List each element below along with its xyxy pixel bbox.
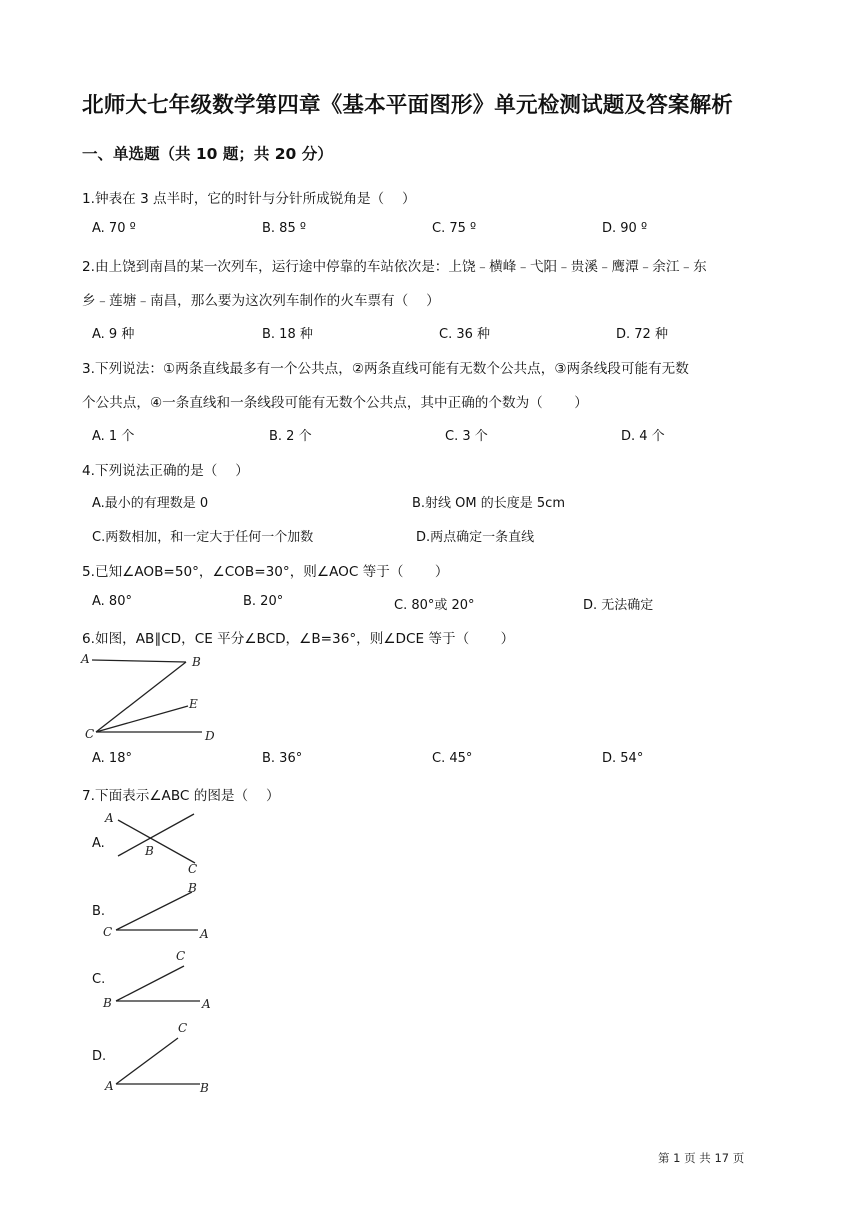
- q7-option-d: D.: [92, 1049, 107, 1064]
- q1-option-a: A. 70 º: [92, 221, 136, 236]
- q6-label-c: C: [85, 727, 95, 741]
- q5-option-b: B. 20°: [243, 594, 284, 609]
- question-2-line2: 乡﹣莲塘﹣南昌，那么要为这次列车制作的火车票有（ ）: [82, 293, 440, 309]
- q1-option-d: D. 90 º: [602, 221, 648, 236]
- question-6: 6.如图，AB∥CD，CE 平分∠BCD，∠B=36°，则∠DCE 等于（ ）: [82, 631, 515, 647]
- q5-option-a: A. 80°: [92, 594, 132, 609]
- q3-option-c: C. 3 个: [445, 429, 488, 444]
- q5-option-c: C. 80°或 20°: [394, 598, 475, 613]
- q7a-label-c: C: [188, 862, 198, 876]
- q2-option-c: C. 36 种: [439, 327, 491, 342]
- question-1: 1.钟表在 3 点半时，它的时针与分针所成锐角是（ ）: [82, 191, 416, 207]
- q6-option-a: A. 18°: [92, 751, 132, 766]
- q4-option-a: A.最小的有理数是 0: [92, 496, 209, 511]
- q6-label-e: E: [189, 697, 198, 711]
- q3-option-d: D. 4 个: [621, 429, 665, 444]
- page-number-footer: 第 1 页 共 17 页: [658, 1151, 745, 1165]
- q6-label-a: A: [81, 652, 90, 666]
- q1-option-c: C. 75 º: [432, 221, 477, 236]
- q6-option-d: D. 54°: [602, 751, 644, 766]
- q6-label-d: D: [205, 729, 215, 743]
- q7d-label-c: C: [178, 1021, 188, 1035]
- q7d-label-b: B: [200, 1081, 209, 1095]
- q7-figure-d: [100, 1014, 220, 1096]
- q6-option-c: C. 45°: [432, 751, 473, 766]
- q7a-label-a: A: [105, 811, 114, 825]
- q7-option-b: B.: [92, 904, 106, 919]
- q6-label-b: B: [192, 655, 201, 669]
- q7-option-c: C.: [92, 972, 106, 987]
- question-5: 5.已知∠AOB=50°，∠COB=30°，则∠AOC 等于（ ）: [82, 564, 449, 580]
- question-2-line1: 2.由上饶到南昌的某一次列车，运行途中停靠的车站依次是：上饶﹣横峰﹣弋阳﹣贵溪﹣鹰潭﹣余江﹣东: [82, 259, 707, 275]
- q2-option-d: D. 72 种: [616, 327, 668, 342]
- q6-figure: [76, 648, 226, 748]
- q7b-label-c: C: [103, 925, 113, 939]
- document-title: 北师大七年级数学第四章《基本平面图形》单元检测试题及答案解析: [82, 93, 734, 118]
- q7c-label-c: C: [176, 949, 186, 963]
- q7-figure-b: [100, 876, 220, 944]
- q4-option-d: D.两点确定一条直线: [416, 530, 535, 545]
- q4-option-b: B.射线 OM 的长度是 5cm: [412, 496, 565, 511]
- q7c-label-b: B: [103, 996, 112, 1010]
- q3-option-a: A. 1 个: [92, 429, 135, 444]
- question-4: 4.下列说法正确的是（ ）: [82, 463, 249, 479]
- q7-figure-c: [100, 942, 220, 1010]
- question-7: 7.下面表示∠ABC 的图是（ ）: [82, 788, 280, 804]
- q7a-label-b: B: [145, 844, 154, 858]
- q1-option-b: B. 85 º: [262, 221, 306, 236]
- q6-option-b: B. 36°: [262, 751, 303, 766]
- section-heading: 一、单选题（共 10 题；共 20 分）: [82, 145, 333, 163]
- q7c-label-a: A: [202, 997, 211, 1010]
- q4-option-c: C.两数相加，和一定大于任何一个加数: [92, 530, 314, 545]
- q2-option-a: A. 9 种: [92, 327, 135, 342]
- q7b-label-b: B: [188, 881, 197, 895]
- q5-option-d: D. 无法确定: [583, 598, 654, 613]
- q7-figure-a: [100, 806, 220, 878]
- question-3-line1: 3.下列说法：①两条直线最多有一个公共点，②两条直线可能有无数个公共点，③两条线段可能有无数: [82, 361, 689, 377]
- q7b-label-a: A: [200, 927, 209, 941]
- q7d-label-a: A: [105, 1079, 114, 1093]
- question-3-line2: 个公共点，④一条直线和一条线段可能有无数个公共点，其中正确的个数为（ ）: [82, 395, 588, 411]
- q7-option-a: A.: [92, 836, 105, 851]
- q3-option-b: B. 2 个: [269, 429, 312, 444]
- q2-option-b: B. 18 种: [262, 327, 313, 342]
